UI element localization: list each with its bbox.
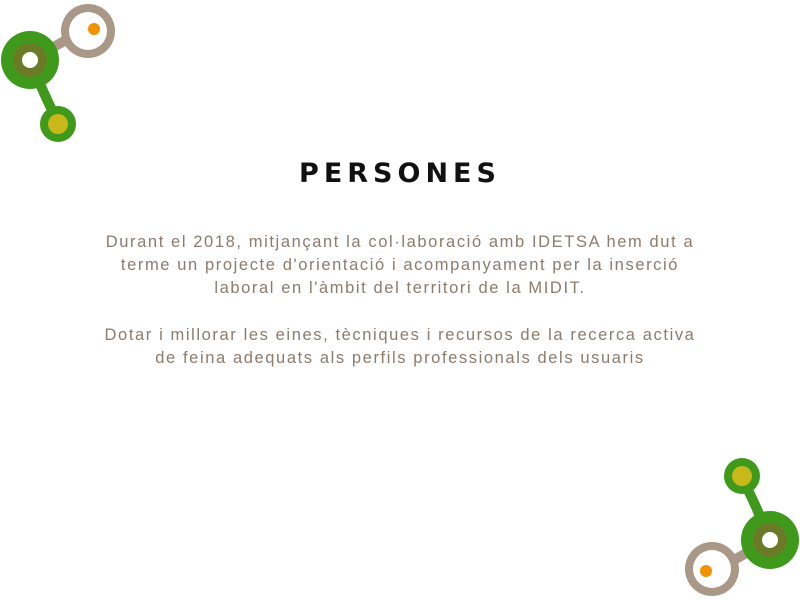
paragraph-2: Dotar i millorar les eines, tècniques i recursos de la recerca activa de feina adequats als perfils professionals dels usuaris	[104, 326, 696, 367]
molecule-decoration-top-left-icon	[0, 0, 120, 145]
molecule-decoration-bottom-right-icon	[680, 455, 800, 600]
page-title: PERSONES	[299, 158, 501, 189]
paragraph-1: Durant el 2018, mitjançant la col·laboració amb IDETSA hem dut a terme un projecte d'orientació i acompanyament per la inserció laboral en l'àmbit del territori de la MIDIT.	[105, 233, 695, 297]
